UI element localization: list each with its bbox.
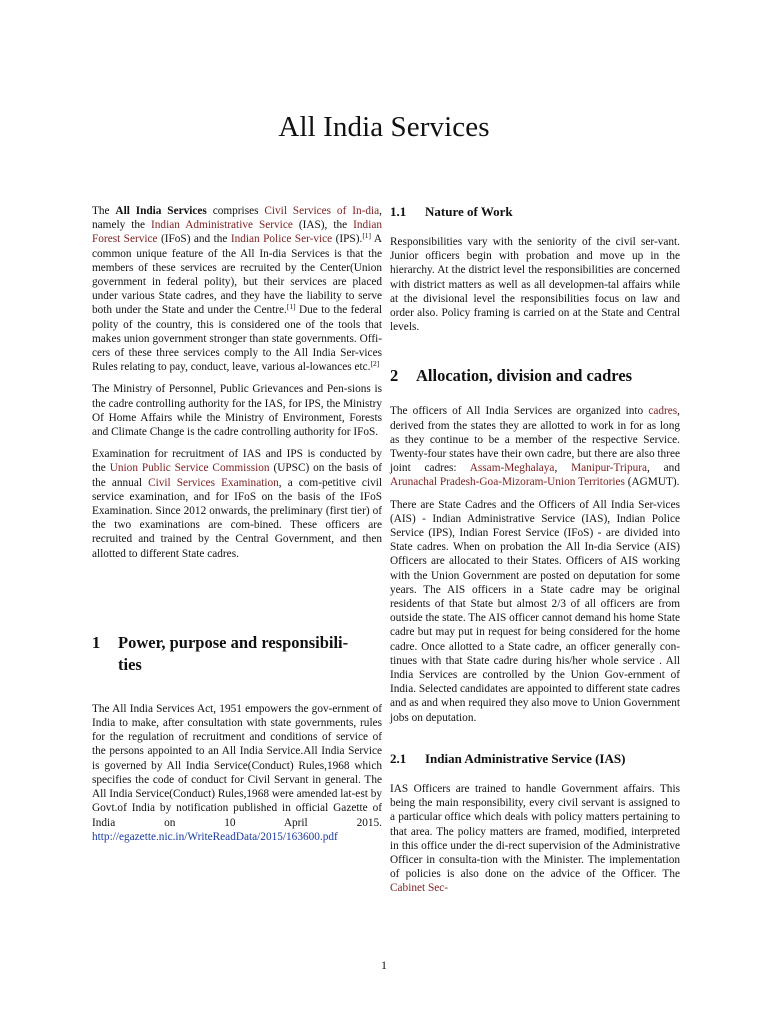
page-title: All India Services [278, 111, 490, 143]
text-run: , a com-petitive civil service examination, and for IFoS on the basis of the IFoS Examination. Since 2012 onwards, the preliminary (first tier) of the two examinations are com-bined. These officers are recruited and trained by the Central Government, and then allotted to different State cadres. [92, 476, 383, 560]
text-run: Examination for recruitment of IAS and IPS is conducted by the [92, 448, 382, 475]
section-2-1-title: Indian Administrative Service (IAS) [425, 750, 626, 766]
citation-ref[interactable]: [1] [362, 231, 372, 241]
inline-link[interactable]: Indian Administrative Service [151, 219, 293, 232]
section-2-1-paragraph [390, 782, 680, 896]
intro-paragraph [92, 204, 382, 374]
inline-link[interactable]: Indian Forest Service [92, 219, 383, 246]
text-run: , and [647, 462, 680, 475]
text-run: (AGMUT). [624, 476, 680, 489]
inline-link[interactable]: Arunachal Pradesh-Goa-Mizoram-Union Territories [390, 476, 625, 489]
inline-link[interactable]: Civil Services Examination [148, 476, 279, 489]
text-run: Due to the federal polity of the country, this is considered one of the tools that makes union government stronger than state governments. Offi-cers of these three services comply to the All India Ser-vices Rules relating to pay, conduct, leave, various al-lowances etc. [92, 304, 382, 374]
text-run: The [92, 205, 116, 217]
text-run: (IFoS) and the [157, 233, 231, 246]
section-2-1-number: 2.1 [390, 750, 407, 766]
text-run: comprises [206, 205, 265, 217]
section-1-1-paragraph [390, 235, 680, 334]
section-2-paragraph-1 [390, 404, 680, 489]
section-1-1-title: Nature of Work [425, 204, 513, 219]
section-2-1-heading [390, 751, 680, 767]
section-1-title: Power, purpose and responsibili-ties [118, 632, 349, 674]
left-column [92, 204, 382, 852]
inline-link[interactable]: Union Public Service Commission [109, 462, 270, 475]
section-1-number: 1 [92, 632, 101, 652]
inline-link[interactable]: Cabinet Sec- [390, 882, 449, 895]
text-run: All India Services [115, 205, 207, 217]
text-run: The officers of All India Services are organized into [390, 405, 649, 418]
right-column [390, 204, 680, 904]
section-2-number: 2 [390, 366, 399, 386]
inline-link[interactable]: Indian Police Ser-vice [230, 233, 333, 246]
text-run: , namely the [92, 205, 382, 232]
text-run: A common unique feature of the All In-dia Services is that the members of these services are recruited by the Center(Union government in federal polity), but their services are placed under various State cadres, and they have the liability to serve both under the State and under the Centre. [92, 233, 383, 317]
section-2-title: Allocation, division and cadres [416, 366, 633, 386]
inline-link[interactable]: cadres [648, 405, 678, 418]
inline-link[interactable]: Civil Services of In-dia [264, 205, 380, 217]
page-number: 1 [381, 958, 387, 972]
section-2-paragraph-2 [390, 498, 680, 725]
text-run: , [554, 462, 572, 475]
section-1-paragraph [92, 702, 382, 844]
citation-ref[interactable]: [2] [370, 359, 380, 369]
ministry-paragraph [92, 382, 382, 439]
text-run: There are State Cadres and the Officers of All India Ser-vices (AIS) - Indian Administrative Service (IAS), Indian Police Service (IPS), Indian Forest Service (IFoS) - are divided into State cadres. When on probation the All In-dia Service (AIS) Officers are allocated to their States. Officers of AIS working with the Union Government are posted on deputation for some years. The AIS officers in a State cadre may be original residents of that State but almost 2/3 of all officers are from outside the state. The AIS officer cannot demand his home State cadre but may put in request for being considered for the home cadre. Once allotted to a State cadre, an officer generally con-tinues with that State cadre during his/her whole service . All India Services are controlled by the Union Gov-ernment of India. Selected candidates are appointed to different state cadres and as and when required they also move to Union Government jobs on deputation. [390, 498, 680, 724]
text-run: Responsibilities vary with the seniority of the civil ser-vant. Junior officers begin with probation and move up in the hierarchy. At the district level the responsibilities are concerned with district matters as well as all developmen-tal affairs while at the divisional level the responsibilities focus on law and order also. Policy framing is carried on at the State and Central levels. [390, 236, 680, 334]
text-run: (IPS). [332, 233, 363, 246]
section-2-heading [390, 365, 680, 387]
exam-paragraph [92, 447, 382, 561]
text-run: (IAS), the [292, 219, 354, 232]
text-run: The Ministry of Personnel, Public Grievances and Pen-sions is the cadre controlling authority for the IAS, for IPS, the Ministry Of Home Affairs while the Ministry of Environment, Forests and Climate Change is the cadre controlling authority for IFoS. [92, 383, 382, 439]
section-1-1-number: 1.1 [390, 204, 407, 219]
text-run: , derived from the states they are allotted to work in for as long as they continue to be a member of the respective Service. Twenty-four states have their own cadre, but there are also three joint cadres: [390, 405, 680, 475]
inline-link[interactable]: http://egazette.nic.in/WriteReadData/2015/163600.pdf [92, 830, 338, 843]
inline-link[interactable]: Manipur-Tripura [571, 462, 648, 475]
section-1-1-heading [390, 204, 680, 220]
text-run: (UPSC) on the basis of the annual [92, 462, 382, 489]
citation-ref[interactable]: [1] [286, 302, 296, 312]
text-run: The All India Services Act, 1951 empowers the gov-ernment of India to make, after consultation with state governments, rules for the regulation of recruitment and conditions of service of the persons appointed to an All India Service.All India Service is governed by All India Service(Conduct) Rules,1968 which specifies the code of conduct for Civil Servant in general. The All India Service(Conduct) Rules,1968 were amended lat-est by Govt.of India by notification published in official Gazette of India on 10 April 2015. [92, 702, 382, 829]
text-run: IAS Officers are trained to handle Government affairs. This being the main responsibility, every civil servant is assigned to a particular office which deals with policy matters pertaining to that area. The policy matters are framed, modified, interpreted in this office under the di-rect supervision of the Administrative Officer in consulta-tion with the Minister. The implementation of policies is also done on the advice of the Officer. The [390, 782, 680, 881]
section-1-heading [92, 632, 382, 676]
inline-link[interactable]: Assam-Meghalaya [469, 462, 555, 475]
